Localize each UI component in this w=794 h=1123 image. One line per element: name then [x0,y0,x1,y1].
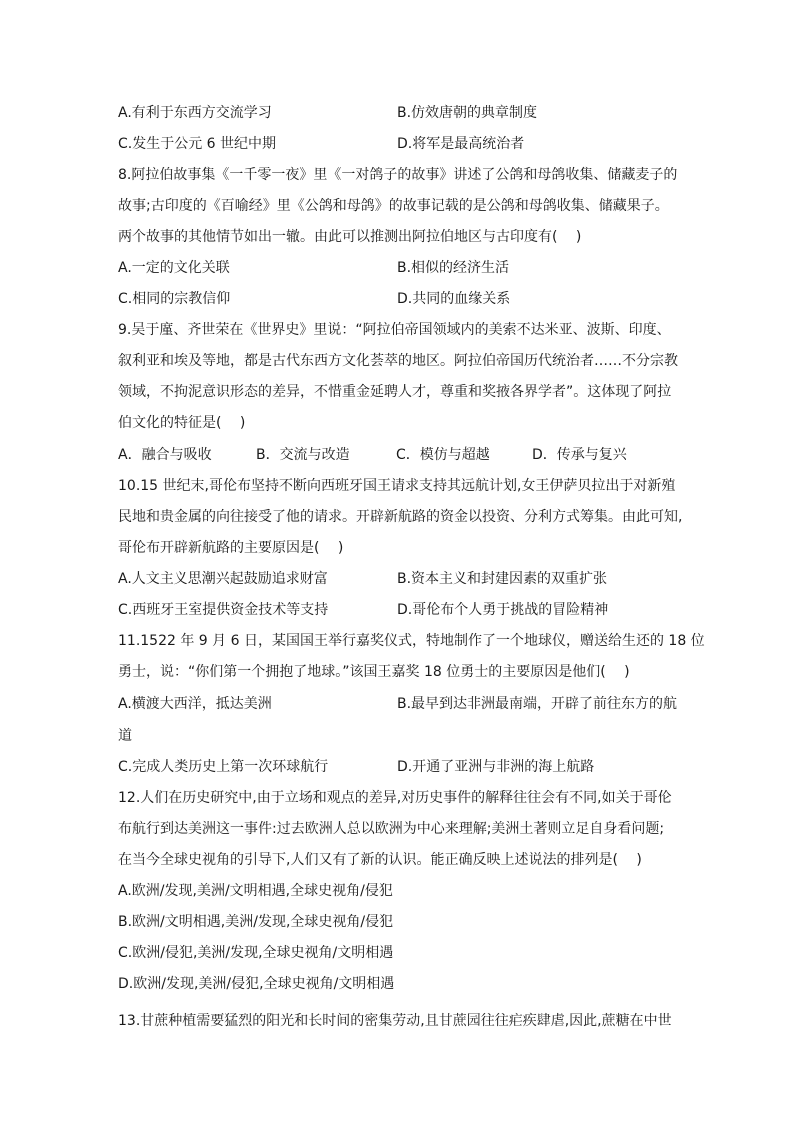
q10-option-d: D.哥伦布个人勇于挑战的冒险精神 [397,602,609,618]
q9-option-a: A．融合与吸收 [118,447,212,463]
q8-stem-line: 8.阿拉伯故事集《一千零一夜》里《一对鸽子的故事》讲述了公鸽和母鸽收集、储藏麦子的 [118,167,678,183]
q10-stem-line: 10.15 世纪末,哥伦布坚持不断向西班牙国王请求支持其远航计划,女王伊萨贝拉出于对新殖 [118,478,676,494]
q7-option-a: A.有利于东西方交流学习 [118,105,272,121]
q9-option-b: B．交流与改造 [256,447,350,463]
q9-option-c: C．模仿与超越 [396,447,490,463]
q10-option-c: C.西班牙王室提供资金技术等支持 [118,602,329,618]
q10-stem-line: 哥伦布开辟新航路的主要原因是( ) [118,540,344,556]
q12-stem-line: 布航行到达美洲这一事件:过去欧洲人总以欧洲为中心来理解;美洲土著则立足自身看问题; [118,821,665,837]
q10-stem-line: 民地和贵金属的向往接受了他的请求。开辟新航路的资金以投资、分利方式筹集。由此可知, [118,509,683,525]
q12-option-d: D.欧洲/发现,美洲/侵犯,全球史视角/文明相遇 [118,976,395,992]
q12-option-a: A.欧洲/发现,美洲/文明相遇,全球史视角/侵犯 [118,883,393,899]
q12-option-c: C.欧洲/侵犯,美洲/发现,全球史视角/文明相遇 [118,945,394,961]
q9-stem-line: 伯文化的特征是( ) [118,415,246,431]
q9-option-d: D．传承与复兴 [532,447,627,463]
q11-option-c: C.完成人类历史上第一次环球航行 [118,759,329,775]
q8-stem-line: 两个故事的其他情节如出一辙。由此可以推测出阿拉伯地区与古印度有( ) [118,229,582,245]
q11-stem-line: 勇士，说：“你们第一个拥抱了地球。”该国王嘉奖 18 位勇士的主要原因是他们( ) [118,664,630,680]
q7-option-b: B.仿效唐朝的典章制度 [397,105,538,121]
q13-stem-line: 13.甘蔗种植需要猛烈的阳光和长时间的密集劳动,且甘蔗园往往疟疾肆虐,因此,蔗糖在中世 [118,1013,672,1029]
q11-option-d: D.开通了亚洲与非洲的海上航路 [397,759,595,775]
q12-option-b: B.欧洲/文明相遇,美洲/发现,全球史视角/侵犯 [118,914,394,930]
q7-option-c: C.发生于公元 6 世纪中期 [118,136,277,152]
q9-stem-line: 叙利亚和埃及等地，都是古代东西方文化荟萃的地区。阿拉伯帝国历代统治者……不分宗教 [118,353,678,369]
q8-option-b: B.相似的经济生活 [397,260,510,276]
q8-stem-line: 故事;古印度的《百喻经》里《公鸽和母鸽》的故事记载的是公鸽和母鸽收集、储藏果子。 [118,198,669,214]
q11-option-b-continued: 道 [118,728,132,744]
q10-option-a: A.人文主义思潮兴起鼓励追求财富 [118,571,328,587]
q11-stem-line: 11.1522 年 9 月 6 日，某国国王举行嘉奖仪式，特地制作了一个地球仪，赠送给生还的 18 位 [118,633,705,649]
q9-stem-line: 领域，不拘泥意识形态的差异，不惜重金延聘人才，尊重和奖掖各界学者”。这体现了阿拉 [118,384,672,400]
q12-stem-line: 在当今全球史视角的引导下,人们又有了新的认识。能正确反映上述说法的排列是( ) [118,852,642,868]
q11-option-b: B.最早到达非洲最南端，开辟了前往东方的航 [397,696,678,712]
q8-option-d: D.共同的血缘关系 [397,291,511,307]
q7-option-d: D.将军是最高统治者 [397,136,525,152]
q10-option-b: B.资本主义和封建因素的双重扩张 [397,571,608,587]
q11-option-a: A.横渡大西洋，抵达美洲 [118,696,272,712]
q12-stem-line: 12.人们在历史研究中,由于立场和观点的差异,对历史事件的解释往往会有不同,如关于哥伦 [118,790,672,806]
q8-option-c: C.相同的宗教信仰 [118,291,231,307]
q9-stem-line: 9.吴于廑、齐世荣在《世界史》里说：“阿拉伯帝国领域内的美索不达米亚、波斯、印度、 [118,322,671,338]
q8-option-a: A.一定的文化关联 [118,260,230,276]
